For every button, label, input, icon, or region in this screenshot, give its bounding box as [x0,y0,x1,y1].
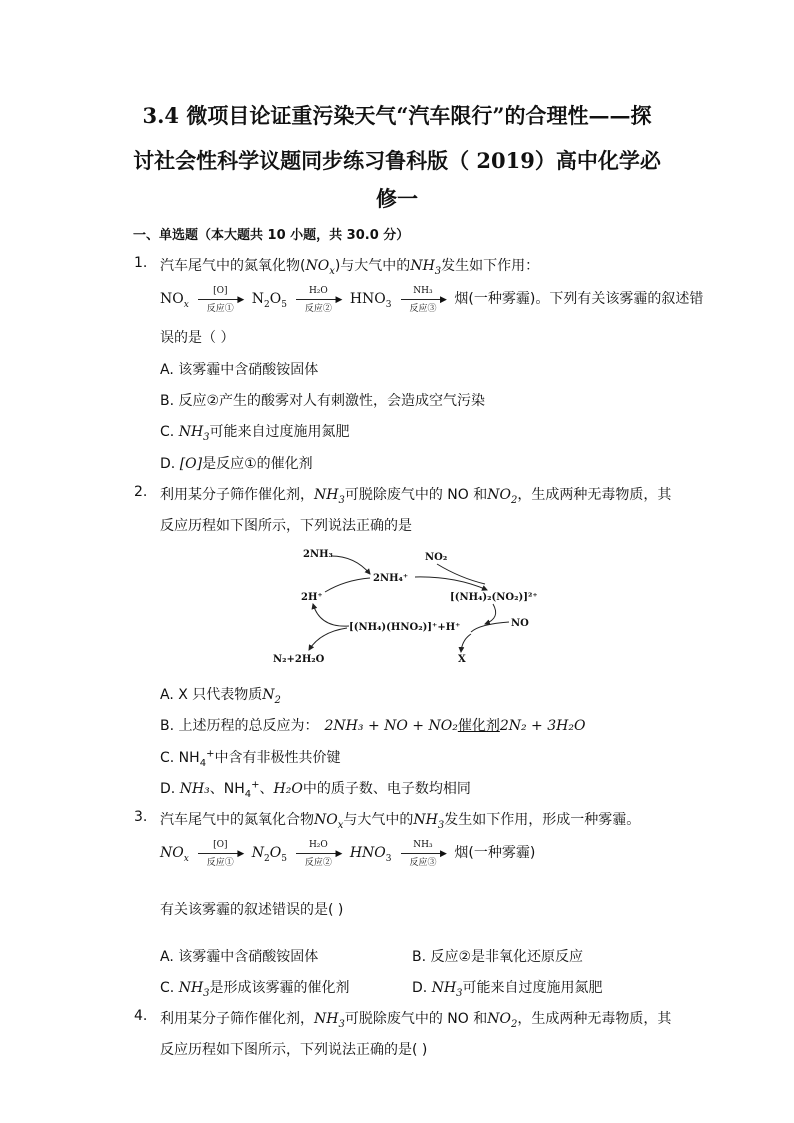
arrow-label: 反应① [206,304,234,314]
arrow-icon [331,556,370,574]
text: D. [160,781,180,797]
question-number: 3. [134,809,148,825]
option-c[interactable] [160,977,350,999]
reaction-arrow [196,286,244,312]
label-complex-1: [(NH₄)₂(NO₂)]²⁺ [450,592,538,603]
species: N [251,291,264,307]
subscript: 3 [437,819,445,831]
arrow-condition: NH₃ [413,286,433,296]
arrow-head-icon: ▶ [237,295,245,305]
subscript: 3 [385,853,392,864]
reaction-mechanism-diagram [265,540,545,670]
species: O [269,291,282,307]
arrow-head-icon: ▶ [440,295,447,305]
option-d[interactable] [160,778,471,800]
subscript: 2 [510,494,518,506]
formula: 2NH₃ + NO + NO₂ [324,718,458,734]
reaction-arrow [399,840,447,866]
reaction-arrow [196,840,244,866]
arrow-condition: [O] [213,286,228,296]
formula: NO [487,1011,511,1027]
arrow-head-icon: ▶ [335,295,343,305]
arrow-icon [309,628,347,650]
option-d[interactable] [160,453,313,473]
subscript: x [183,299,189,310]
arrow-label: 反应③ [409,304,437,314]
formula: H₂O [273,781,303,797]
text: )与大气中的 [334,258,411,274]
text: 是反应①的催化剂 [202,456,313,472]
text: C. [160,980,179,996]
formula: NH₃ [179,781,210,797]
label-2h: 2H⁺ [301,592,323,603]
formula: NH [314,1011,339,1027]
arrow-head-icon: ▶ [440,849,447,859]
section-heading: 一、单选题（本大题共 10 小题，共 30.0 分） [133,228,410,243]
question-stem-line-1 [160,484,671,506]
question-stem-line-2: 反应历程如下图所示，下列说法正确的是 [160,518,412,534]
text: D. [160,456,180,472]
arrow-icon [485,604,496,624]
question-stem-line-2: 反应历程如下图所示，下列说法正确的是( ) [160,1042,428,1058]
label-2nh3: 2NH₃ [303,549,333,560]
subscript: 3 [338,494,345,506]
text: 烟(一种雾霾) [454,845,536,861]
label-x: X [458,654,466,665]
subscript: 3 [385,299,392,310]
question-stem-line-3: 误的是（ ） [160,330,235,346]
page-title-line-2: 讨社会性科学议题同步练习鲁科版（ 2019）高中化学必 [133,148,661,173]
arrow-icon [471,622,509,632]
arrow-condition: H₂O [308,286,328,296]
option-b[interactable]: B. 反应②是非氧化还原反应 [412,949,584,965]
arrow-condition: NH₃ [413,840,433,850]
reaction-arrow [294,840,342,866]
question-stem-line-1 [160,255,539,277]
question-stem-line-1 [160,809,640,831]
species: O [269,845,282,861]
page-title-line-3: 修一 [376,186,418,211]
option-c[interactable] [160,421,350,443]
catalyst-label: 催化剂 [457,718,500,734]
subscript: 3 [456,987,463,999]
arrow-label: 反应① [206,858,234,868]
label-complex-2: [(NH₄)(HNO₂)]⁺+H⁺ [349,622,461,633]
arrow-label: 反应② [304,304,332,314]
text: 可脱除废气中的 NO 和 [344,487,488,503]
option-a[interactable]: A. 该雾霾中含硝酸铵固体 [160,949,319,965]
arrow-icon [415,577,487,590]
text: 可能来自过度施用氮肥 [209,424,350,440]
page-title-line-1: 3.4 微项目论证重污染天气“汽车限行”的合理性——探 [142,103,652,128]
reaction-chain [160,840,535,866]
question-number: 2. [134,484,148,500]
species: NO [160,291,184,307]
subscript: 3 [203,431,210,443]
text: ，生成两种无毒物质，其 [517,487,672,503]
text: B. 上述历程的总反应为： [160,718,319,734]
text: C. [160,424,179,440]
label-no2: NO₂ [425,552,448,563]
reaction-arrow [399,286,447,312]
text: 中的质子数、电子数均相同 [302,781,471,797]
formula: NO [305,258,330,274]
text: 可脱除废气中的 NO 和 [344,1011,488,1027]
subscript: x [183,853,189,864]
formula: N [262,687,275,703]
subscript: 5 [281,853,287,864]
formula: NO [314,812,338,828]
subscript: 3 [338,1018,345,1030]
question-stem-line-3: 有关该雾霾的叙述错误的是( ) [160,902,344,918]
label-2nh4: 2NH₄⁺ [373,573,409,584]
superscript: + [206,748,215,760]
formula: NH [431,980,457,996]
formula: NH [410,258,435,274]
text: 是形成该雾霾的催化剂 [209,980,350,996]
formula: NH [178,980,204,996]
formula: NH [178,424,204,440]
text: ，生成两种无毒物质，其 [517,1011,672,1027]
species: NO [160,845,184,861]
subscript: 5 [281,299,287,310]
arrow-icon [325,578,370,592]
text: C. NH [160,750,200,766]
subscript: 4 [244,788,252,800]
subscript: 3 [203,987,210,999]
formula: 2N₂ + 3H₂O [499,718,586,734]
option-c[interactable] [160,747,340,769]
text: A. X 只代表物质 [160,687,263,703]
option-b[interactable]: B. 反应②产生的酸雾对人有刺激性，会造成空气污染 [160,393,486,409]
option-a[interactable] [160,684,281,706]
question-number: 4. [134,1008,148,1024]
text: 、 [259,781,274,797]
arrow-head-icon: ▶ [237,849,245,859]
formula: NO [487,487,511,503]
arrow-condition: H₂O [308,840,328,850]
question-number: 1. [134,255,148,271]
subscript: x [329,265,335,277]
arrow-condition: [O] [213,840,228,850]
arrow-head-icon: ▶ [335,849,343,859]
species: HNO [349,845,386,861]
text: 汽车尾气中的氮氧化合物 [160,812,314,828]
label-n2-h2o: N₂+2H₂O [273,654,325,665]
text: 发生如下作用，形成一种雾霾。 [444,812,641,828]
subscript: 2 [510,1018,518,1030]
text: 与大气中的 [343,812,414,828]
species: N [251,845,264,861]
text: 利用某分子筛作催化剂， [160,1011,314,1027]
subscript: 2 [274,694,281,706]
text: 中含有非极性共价键 [214,750,341,766]
text: 利用某分子筛作催化剂， [160,487,314,503]
subscript: x [337,819,344,831]
question-stem-line-1 [160,1008,671,1030]
formula: NH [413,812,438,828]
arrow-label: 反应② [304,858,332,868]
subscript: 4 [199,757,207,769]
text: D. [412,980,432,996]
label-no: NO [511,618,529,629]
option-b[interactable] [160,715,585,735]
arrow-label: 反应③ [409,858,437,868]
subscript: 2 [263,299,270,310]
text: 、NH [209,781,245,797]
option-d[interactable] [412,977,603,999]
species: HNO [349,291,386,307]
formula: [O] [179,456,203,472]
option-a[interactable]: A. 该雾霾中含硝酸铵固体 [160,362,319,378]
text: 发生如下作用： [441,258,540,274]
subscript: 2 [263,853,270,864]
arrow-icon [313,604,349,626]
arrow-icon [461,634,471,652]
text: 可能来自过度施用氮肥 [462,980,603,996]
text: 烟(一种雾霾)。下列有关该雾霾的叙述错 [454,291,704,307]
superscript: + [251,779,260,791]
formula: NH [314,487,339,503]
reaction-arrow [294,286,342,312]
text: 汽车尾气中的氮氧化物( [160,258,306,274]
subscript: 3 [434,265,442,277]
reaction-chain [160,286,703,312]
